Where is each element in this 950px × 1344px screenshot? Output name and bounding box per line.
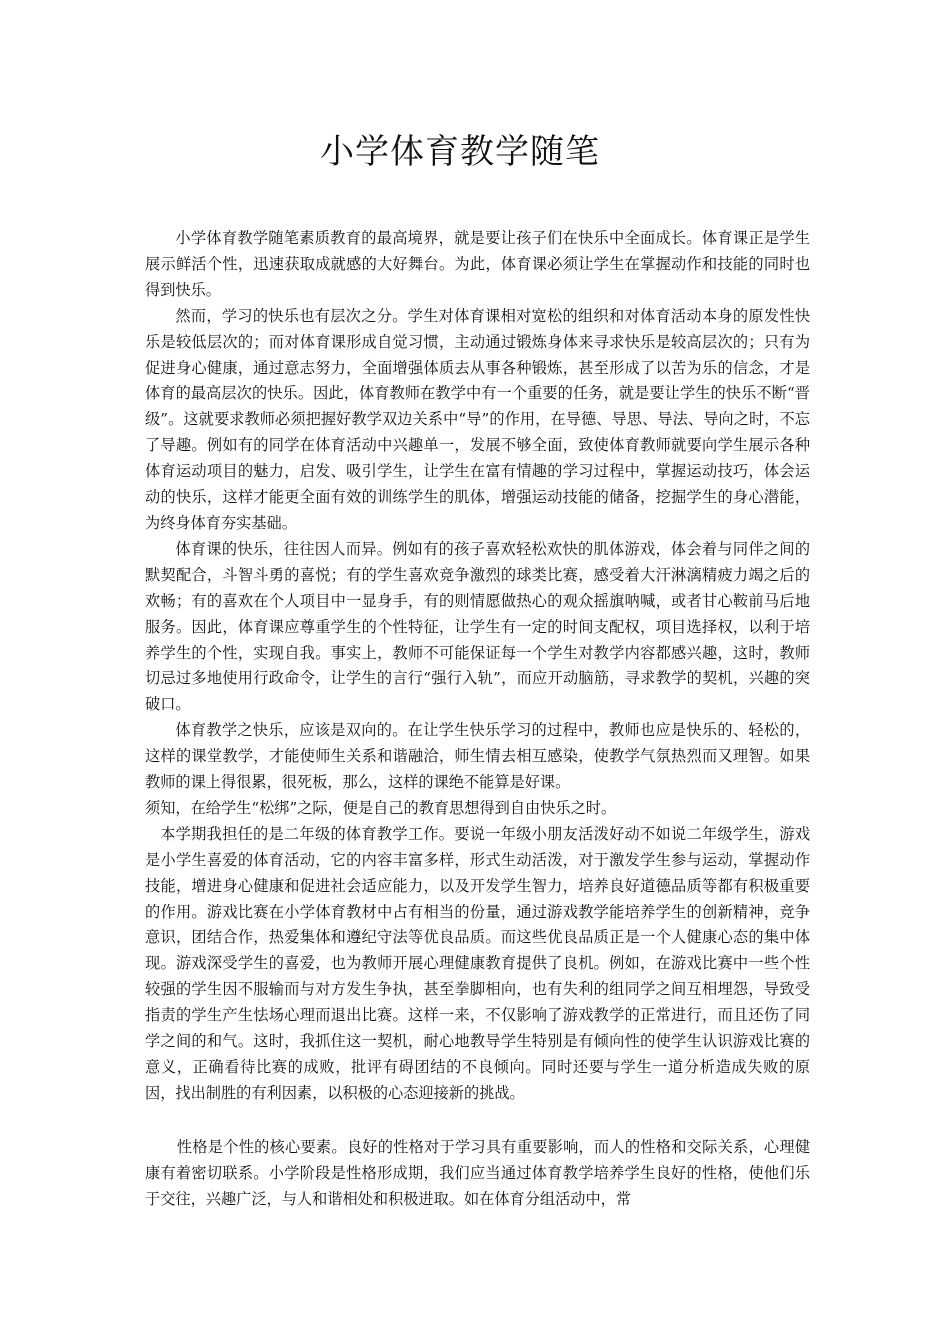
paragraph-4: 体育教学之快乐，应该是双向的。在让学生快乐学习的过程中，教师也应是快乐的、轻松的，这样的课堂教学，才能使师生关系和谐融洽，师生情去相互感染，使教学气氛热烈而又理智。如果教师的课上得很累，很死板，那么，这样的课绝不能算是好课。 [145,721,810,792]
paragraph-5: 须知，在给学生“松绑”之际，便是自己的教育思想得到自由快乐之时。 [145,798,617,817]
document-body [145,226,810,1213]
paragraph-7: 性格是个性的核心要素。良好的性格对于学习具有重要影响，而人的性格和交际关系，心理健康有着密切联系。小学阶段是性格形成期，我们应当通过体育教学培养学生良好的性格，使他们乐于交往，兴趣广泛，与人和谐相处和积极进取。如在体育分组活动中，常 [145,1137,810,1208]
paragraph-6: 本学期我担任的是二年级的体育教学工作。要说一年级小朋友活泼好动不如说二年级学生，游戏是小学生喜爱的体育活动，它的内容丰富多样，形式生动活泼，对于激发学生参与运动，掌握动作技能，增进身心健康和促进社会适应能力，以及开发学生智力，培养良好道德品质等都有积极重要的作用。游戏比赛在小学体育教材中占有相当的份量，通过游戏教学能培养学生的创新精神，竞争意识，团结合作，热爱集体和遵纪守法等优良品质。而这些优良品质正是一个人健康心态的集中体现。游戏深受学生的喜爱，也为教师开展心理健康教育提供了良机。例如，在游戏比赛中一些个性较强的学生因不服输而与对方发生争执，甚至拳脚相向，也有失利的组同学之间互相埋怨，导致受指责的学生产生怯场心理而退出比赛。这样一来，不仅影响了游戏教学的正常进行，而且还伤了同学之间的和气。这时，我抓住这一契机，耐心地教导学生特别是有倾向性的使学生认识游戏比赛的意义，正确看待比赛的成败，批评有碍团结的不良倾向。同时还要与学生一道分析造成失败的原因，找出制胜的有利因素，以积极的心态迎接新的挑战。 [145,824,810,1102]
paragraph-3: 体育课的快乐，往往因人而异。例如有的孩子喜欢轻松欢快的肌体游戏，体会着与同伴之间的默契配合，斗智斗勇的喜悦；有的学生喜欢竞争激烈的球类比赛，感受着大汗淋漓精疲力竭之后的欢畅；有的喜欢在个人项目中一显身手，有的则情愿做热心的观众摇旗呐喊，或者甘心鞍前马后地服务。因此，体育课应尊重学生的个性特征，让学生有一定的时间支配权，项目选择权，以利于培养学生的个性，实现自我。事实上，教师不可能保证每一个学生对教学内容都感兴趣，这时，教师切忌过多地使用行政命令，让学生的言行“强行入轨”，而应开动脑筋，寻求教学的契机，兴趣的突破口。 [145,539,810,714]
document-title: 小学体育教学随笔 [320,132,600,172]
paragraph-1: 小学体育教学随笔素质教育的最高境界，就是要让孩子们在快乐中全面成长。体育课正是学生展示鲜活个性，迅速获取成就感的大好舞台。为此，体育课必须让学生在掌握动作和技能的同时也得到快乐。 [145,229,810,299]
paragraph-2: 然而，学习的快乐也有层次之分。学生对体育课相对宽松的组织和对体育活动本身的原发性快乐是较低层次的；而对体育课形成自觉习惯，主动通过锻炼身体来寻求快乐是较高层次的；只有为促进身心健康，通过意志努力，全面增强体质去从事各种锻炼，甚至形成了以苦为乐的信念，才是体育的最高层次的快乐。因此，体育教师在教学中有一个重要的任务，就是要让学生的快乐不断“晋级”。这就要求教师必须把握好教学双边关系中“导”的作用，在导德、导思、导法、导向之时，不忘了导趣。例如有的同学在体育活动中兴趣单一，发展不够全面，致使体育教师就要向学生展示各种体育运动项目的魅力，启发、吸引学生，让学生在富有情趣的学习过程中，掌握运动技巧，体会运动的快乐，这样才能更全面有效的训练学生的肌体，增强运动技能的储备，挖掘学生的身心潜能，为终身体育夯实基础。 [145,306,810,532]
